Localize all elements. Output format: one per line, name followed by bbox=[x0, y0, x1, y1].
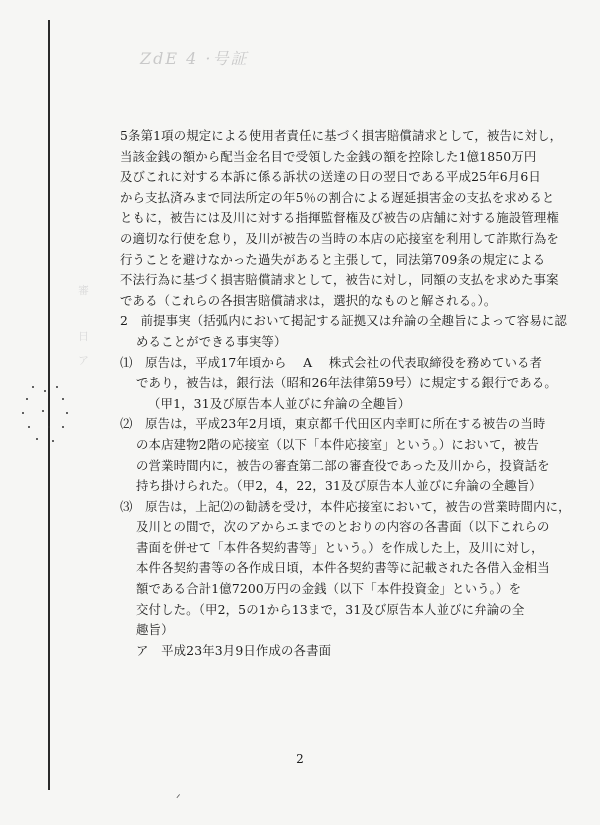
text-line: 趣旨） bbox=[136, 622, 174, 638]
punch-holes bbox=[22, 386, 70, 446]
text-line: 書面を併せて「本件各契約書等」という。）を作成した上，及川に対し， bbox=[136, 539, 544, 555]
text-line: ともに，被告には及川に対する指揮監督権及び被告の店舗に対する施設管理権 bbox=[120, 210, 559, 226]
text-line: ⑵ 原告は，平成23年2月頃，東京都千代田区内幸町に所在する被告の当時 bbox=[120, 416, 546, 432]
punch-dot bbox=[28, 426, 30, 428]
punch-dot bbox=[62, 426, 64, 428]
punch-dot bbox=[62, 398, 64, 400]
punch-dot bbox=[32, 386, 34, 388]
text-line: である（これらの各損害賠償請求は，選択的なものと解される。）。 bbox=[120, 292, 497, 308]
punch-dot bbox=[52, 440, 54, 442]
bleed-through-mark: 日 bbox=[78, 330, 89, 343]
text-line: ア 平成23年3月9日作成の各書面 bbox=[136, 642, 332, 658]
text-line: 5条第1項の規定による使用者責任に基づく損害賠償請求として，被告に対し， bbox=[120, 128, 563, 143]
text-line: 当該金銭の額から配当金名目で受領した金銭の額を控除した1億1850万円 bbox=[120, 148, 537, 164]
punch-dot bbox=[56, 386, 58, 388]
text-line: めることができる事実等） bbox=[136, 333, 287, 349]
punch-dot bbox=[42, 410, 44, 412]
bleed-through-mark: 審 bbox=[78, 284, 89, 297]
text-line: の本店建物2階の応接室（以下「本件応接室」という。）において，被告 bbox=[136, 436, 539, 452]
punch-dot bbox=[22, 412, 24, 414]
text-line: （甲1，31及び原告本人並びに弁論の全趣旨） bbox=[148, 395, 411, 411]
text-line: の営業時間内に，被告の審査第二部の審査役であった及川から，投資話を bbox=[136, 457, 550, 473]
text-line: 交付した。（甲2，5の1から13まで，31及び原告本人並びに弁論の全 bbox=[136, 601, 525, 617]
text-line: ⑶ 原告は，上記⑵の勧誘を受け，本件応接室において，被告の営業時間内に， bbox=[120, 498, 571, 514]
punch-dot bbox=[26, 398, 28, 400]
page-number: 2 bbox=[296, 752, 304, 766]
text-line: 及川との間で，次のアからエまでのとおりの内容の各書面（以下これらの bbox=[136, 519, 550, 535]
punch-dot bbox=[44, 390, 46, 392]
punch-dot bbox=[36, 438, 38, 440]
text-line: であり，被告は，銀行法（昭和26年法律第59号）に規定する銀行である。 bbox=[136, 375, 557, 391]
text-line: 額である合計1億7200万円の金銭（以下「本件投資金」という。）を bbox=[136, 581, 522, 597]
text-line: 行うことを避けなかった過失があると主張して，同法第709条の規定による bbox=[120, 251, 546, 267]
text-line: 持ち掛けられた。（甲2，4，22，31及び原告本人並びに弁論の全趣旨） bbox=[136, 478, 542, 494]
text-line: ⑴ 原告は，平成17年頃から A 株式会社の代表取締役を務めている者 bbox=[120, 354, 543, 370]
text-line: から支払済みまで同法所定の年5％の割合による遅延損害金の支払を求めると bbox=[120, 189, 555, 205]
text-line: 本件各契約書等の各作成日頃，本件各契約書等に記載された各借入金相当 bbox=[136, 560, 550, 576]
bottom-mark: ᐟ bbox=[176, 792, 181, 805]
bleed-through-mark: ア bbox=[78, 354, 89, 367]
text-line: 不法行為に基づく損害賠償請求として，被告に対し，同額の支払を求めた事案 bbox=[120, 272, 559, 288]
text-line: 及びこれに対する本訴に係る訴状の送達の日の翌日である平成25年6月6日 bbox=[120, 169, 541, 185]
punch-dot bbox=[66, 412, 68, 414]
text-line: の適切な行使を怠り，及川が被告の当時の本店の応接室を利用して詐欺行為を bbox=[120, 230, 559, 246]
body-text bbox=[120, 126, 571, 661]
punch-dot bbox=[48, 426, 50, 428]
exhibit-stamp: ZdE 4 ·号証 bbox=[140, 49, 249, 68]
text-line: 2 前提事実（括弧内において掲記する証拠又は弁論の全趣旨によって容易に認 bbox=[120, 313, 567, 329]
